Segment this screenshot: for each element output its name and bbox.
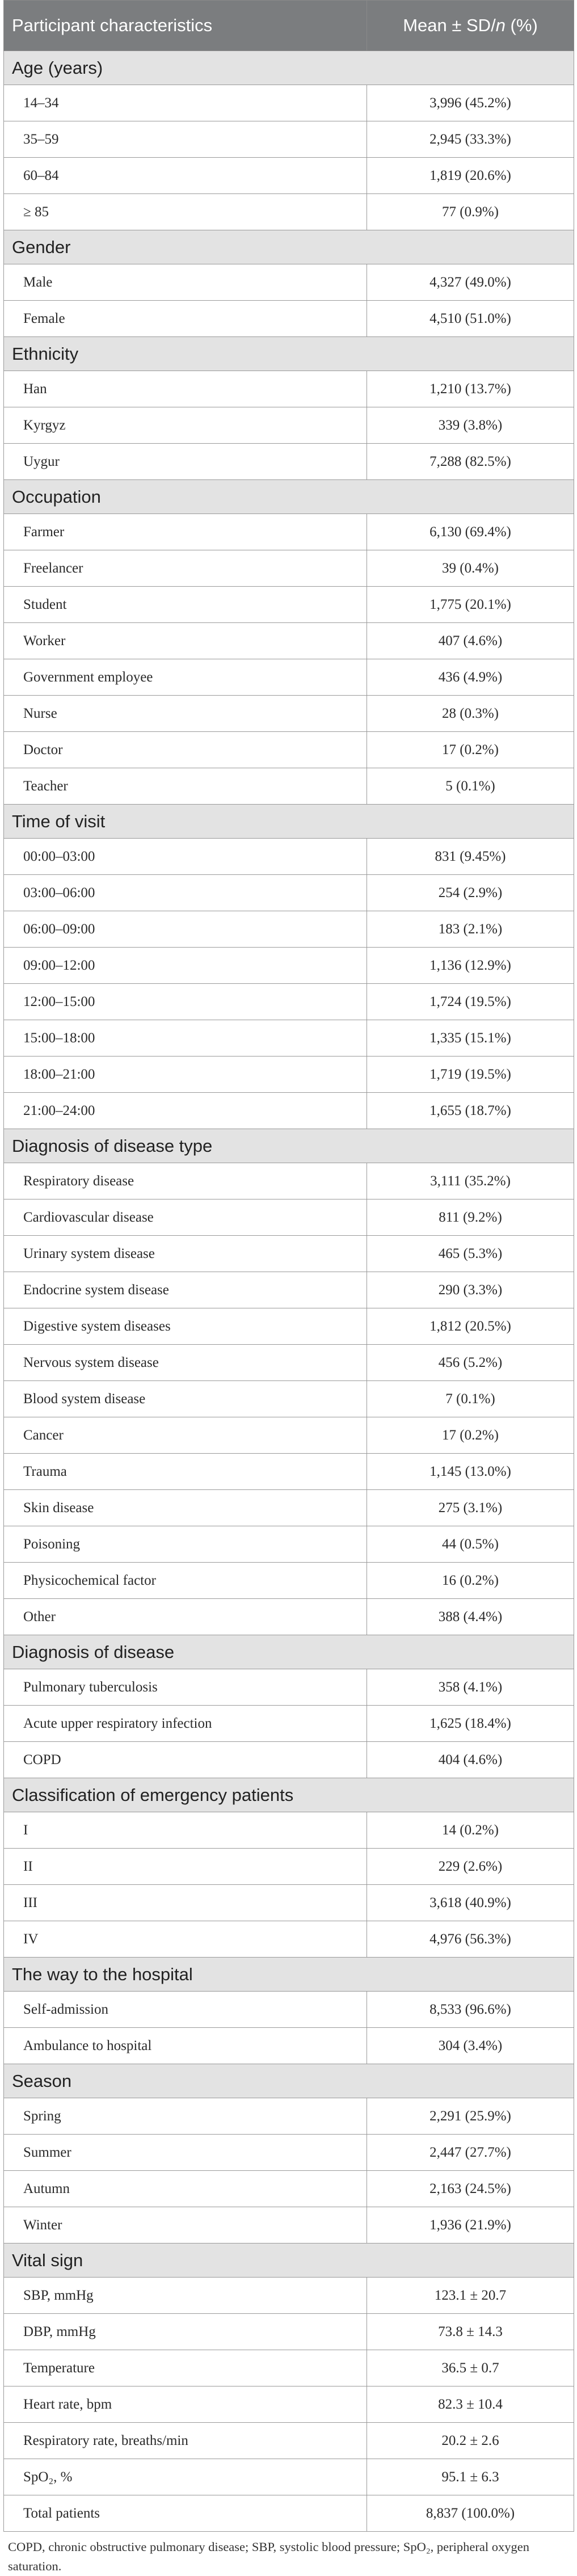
row-value: 811 (9.2%) <box>367 1199 574 1236</box>
row-value: 3,996 (45.2%) <box>367 85 574 121</box>
section-title: Season <box>4 2064 574 2098</box>
row-label: 03:00–06:00 <box>4 875 367 911</box>
row-label: 00:00–03:00 <box>4 839 367 875</box>
row-label: Uygur <box>4 444 367 480</box>
section-title: Classification of emergency patients <box>4 1778 574 1812</box>
table-row <box>4 2495 574 2532</box>
row-value: 1,145 (13.0%) <box>367 1454 574 1490</box>
row-label: Total patients <box>4 2495 367 2532</box>
row-value: 1,812 (20.5%) <box>367 1308 574 1345</box>
table-row <box>4 550 574 587</box>
table-row <box>4 1381 574 1417</box>
section-title: Time of visit <box>4 805 574 839</box>
table-row <box>4 1742 574 1778</box>
row-value: 275 (3.1%) <box>367 1490 574 1526</box>
header-row <box>4 1 574 51</box>
row-value: 8,533 (96.6%) <box>367 1992 574 2028</box>
row-label: I <box>4 1812 367 1849</box>
table-row <box>4 2171 574 2207</box>
row-label: Physicochemical factor <box>4 1563 367 1599</box>
table-row <box>4 1812 574 1849</box>
row-value: 95.1 ± 6.3 <box>367 2459 574 2495</box>
table-row <box>4 1526 574 1563</box>
row-value: 339 (3.8%) <box>367 407 574 444</box>
table-row <box>4 2028 574 2064</box>
row-value: 229 (2.6%) <box>367 1849 574 1885</box>
table-row <box>4 1417 574 1454</box>
row-value: 3,618 (40.9%) <box>367 1885 574 1921</box>
row-label: 15:00–18:00 <box>4 1020 367 1057</box>
row-value: 39 (0.4%) <box>367 550 574 587</box>
section-title: Age (years) <box>4 51 574 85</box>
table-body <box>4 51 574 2532</box>
table-row <box>4 1272 574 1308</box>
row-value: 436 (4.9%) <box>367 659 574 696</box>
table-row <box>4 301 574 337</box>
row-value: 77 (0.9%) <box>367 194 574 230</box>
row-value: 17 (0.2%) <box>367 732 574 768</box>
row-label: 18:00–21:00 <box>4 1057 367 1093</box>
row-label: DBP, mmHg <box>4 2314 367 2350</box>
row-value: 73.8 ± 14.3 <box>367 2314 574 2350</box>
row-value: 2,163 (24.5%) <box>367 2171 574 2207</box>
section-title: Occupation <box>4 480 574 514</box>
table-row <box>4 121 574 158</box>
header-mean-sd-prefix: Mean ± SD/ <box>403 15 496 35</box>
table-row <box>4 2386 574 2423</box>
row-label: Pulmonary tuberculosis <box>4 1669 367 1706</box>
row-value: 304 (3.4%) <box>367 2028 574 2064</box>
row-label: Urinary system disease <box>4 1236 367 1272</box>
row-label: 06:00–09:00 <box>4 911 367 948</box>
table-row <box>4 194 574 230</box>
table-row <box>4 1885 574 1921</box>
section-row <box>4 1129 574 1163</box>
table-row <box>4 371 574 407</box>
row-label: Self-admission <box>4 1992 367 2028</box>
table-row <box>4 659 574 696</box>
section-title: Diagnosis of disease <box>4 1635 574 1669</box>
header-percent: (%) <box>505 15 538 35</box>
row-label: Skin disease <box>4 1490 367 1526</box>
row-label: Han <box>4 371 367 407</box>
row-label: Cardiovascular disease <box>4 1199 367 1236</box>
table-row <box>4 2135 574 2171</box>
row-value: 4,327 (49.0%) <box>367 264 574 301</box>
row-label: Summer <box>4 2135 367 2171</box>
table-row <box>4 1669 574 1706</box>
row-label: 12:00–15:00 <box>4 984 367 1020</box>
table-row <box>4 264 574 301</box>
section-row <box>4 230 574 264</box>
section-row <box>4 480 574 514</box>
row-value: 5 (0.1%) <box>367 768 574 805</box>
row-label: Farmer <box>4 514 367 550</box>
row-value: 358 (4.1%) <box>367 1669 574 1706</box>
row-value: 123.1 ± 20.7 <box>367 2278 574 2314</box>
header-n: n <box>495 15 506 35</box>
row-label: Blood system disease <box>4 1381 367 1417</box>
table-row <box>4 1308 574 1345</box>
row-value: 1,719 (19.5%) <box>367 1057 574 1093</box>
row-label: Kyrgyz <box>4 407 367 444</box>
table-row <box>4 1563 574 1599</box>
row-value: 6,130 (69.4%) <box>367 514 574 550</box>
row-label: Student <box>4 587 367 623</box>
row-label: Respiratory rate, breaths/min <box>4 2423 367 2459</box>
row-label: 21:00–24:00 <box>4 1093 367 1129</box>
row-value: 1,335 (15.1%) <box>367 1020 574 1057</box>
row-label: IV <box>4 1921 367 1958</box>
row-label: Freelancer <box>4 550 367 587</box>
row-label: Digestive system diseases <box>4 1308 367 1345</box>
table-container <box>3 0 574 2576</box>
table-row <box>4 2314 574 2350</box>
row-label: III <box>4 1885 367 1921</box>
row-label: Nurse <box>4 696 367 732</box>
row-label: Endocrine system disease <box>4 1272 367 1308</box>
row-value: 831 (9.45%) <box>367 839 574 875</box>
table-row <box>4 1020 574 1057</box>
section-row <box>4 1778 574 1812</box>
table-row <box>4 2278 574 2314</box>
table-row <box>4 1921 574 1958</box>
row-value: 456 (5.2%) <box>367 1345 574 1381</box>
row-value: 254 (2.9%) <box>367 875 574 911</box>
row-label: Spring <box>4 2098 367 2135</box>
section-title: Diagnosis of disease type <box>4 1129 574 1163</box>
table-row <box>4 1163 574 1199</box>
row-label: Respiratory disease <box>4 1163 367 1199</box>
row-label: Male <box>4 264 367 301</box>
table-row <box>4 2098 574 2135</box>
table-row <box>4 587 574 623</box>
row-value: 20.2 ± 2.6 <box>367 2423 574 2459</box>
row-value: 4,976 (56.3%) <box>367 1921 574 1958</box>
table-row <box>4 1345 574 1381</box>
row-label: Heart rate, bpm <box>4 2386 367 2423</box>
row-label: Worker <box>4 623 367 659</box>
row-label: 14–34 <box>4 85 367 121</box>
section-row <box>4 2064 574 2098</box>
row-label: 60–84 <box>4 158 367 194</box>
table-row <box>4 444 574 480</box>
table-row <box>4 2459 574 2495</box>
row-label: ≥ 85 <box>4 194 367 230</box>
header-characteristics: Participant characteristics <box>4 1 367 51</box>
table-row <box>4 1599 574 1635</box>
row-label: Government employee <box>4 659 367 696</box>
row-label: COPD <box>4 1742 367 1778</box>
section-title: Ethnicity <box>4 337 574 371</box>
section-row <box>4 1635 574 1669</box>
row-value: 28 (0.3%) <box>367 696 574 732</box>
row-label: SpO₂, % <box>4 2459 367 2495</box>
row-value: 388 (4.4%) <box>367 1599 574 1635</box>
section-row <box>4 805 574 839</box>
section-row <box>4 1958 574 1992</box>
table-row <box>4 1093 574 1129</box>
table-row <box>4 696 574 732</box>
row-value: 36.5 ± 0.7 <box>367 2350 574 2386</box>
section-title: Gender <box>4 230 574 264</box>
row-value: 2,945 (33.3%) <box>367 121 574 158</box>
row-label: Autumn <box>4 2171 367 2207</box>
row-label: 35–59 <box>4 121 367 158</box>
table-row <box>4 1706 574 1742</box>
row-label: Ambulance to hospital <box>4 2028 367 2064</box>
row-value: 1,136 (12.9%) <box>367 948 574 984</box>
row-value: 2,447 (27.7%) <box>367 2135 574 2171</box>
row-label: Nervous system disease <box>4 1345 367 1381</box>
row-value: 3,111 (35.2%) <box>367 1163 574 1199</box>
row-label: Other <box>4 1599 367 1635</box>
table-row <box>4 768 574 805</box>
row-value: 290 (3.3%) <box>367 1272 574 1308</box>
row-value: 17 (0.2%) <box>367 1417 574 1454</box>
row-label: Acute upper respiratory infection <box>4 1706 367 1742</box>
table-row <box>4 623 574 659</box>
row-value: 183 (2.1%) <box>367 911 574 948</box>
participant-characteristics-table <box>3 0 574 2532</box>
row-value: 404 (4.6%) <box>367 1742 574 1778</box>
row-value: 407 (4.6%) <box>367 623 574 659</box>
row-value: 1,819 (20.6%) <box>367 158 574 194</box>
row-value: 7,288 (82.5%) <box>367 444 574 480</box>
row-value: 82.3 ± 10.4 <box>367 2386 574 2423</box>
table-row <box>4 1057 574 1093</box>
row-value: 7 (0.1%) <box>367 1381 574 1417</box>
table-row <box>4 407 574 444</box>
table-row <box>4 1199 574 1236</box>
row-value: 14 (0.2%) <box>367 1812 574 1849</box>
table-row <box>4 732 574 768</box>
row-value: 1,724 (19.5%) <box>367 984 574 1020</box>
table-row <box>4 839 574 875</box>
row-value: 1,210 (13.7%) <box>367 371 574 407</box>
table-row <box>4 984 574 1020</box>
row-value: 8,837 (100.0%) <box>367 2495 574 2532</box>
table-row <box>4 514 574 550</box>
table-row <box>4 158 574 194</box>
row-label: SBP, mmHg <box>4 2278 367 2314</box>
table-row <box>4 2207 574 2244</box>
table-row <box>4 911 574 948</box>
table-footnote: COPD, chronic obstructive pulmonary disease; SBP, systolic blood pressure; SpO₂, peripheral oxygen saturation. <box>8 2540 529 2573</box>
row-value: 1,625 (18.4%) <box>367 1706 574 1742</box>
table-row <box>4 1454 574 1490</box>
row-value: 465 (5.3%) <box>367 1236 574 1272</box>
row-value: 44 (0.5%) <box>367 1526 574 1563</box>
row-label: Trauma <box>4 1454 367 1490</box>
row-label: II <box>4 1849 367 1885</box>
row-label: Female <box>4 301 367 337</box>
row-label: Temperature <box>4 2350 367 2386</box>
row-label: Poisoning <box>4 1526 367 1563</box>
table-row <box>4 85 574 121</box>
table-row <box>4 1849 574 1885</box>
row-label: Cancer <box>4 1417 367 1454</box>
table-row <box>4 1236 574 1272</box>
table-row <box>4 875 574 911</box>
row-label: 09:00–12:00 <box>4 948 367 984</box>
row-label: Teacher <box>4 768 367 805</box>
section-row <box>4 2244 574 2278</box>
table-row <box>4 948 574 984</box>
row-value: 4,510 (51.0%) <box>367 301 574 337</box>
row-value: 16 (0.2%) <box>367 1563 574 1599</box>
section-row <box>4 337 574 371</box>
row-value: 1,936 (21.9%) <box>367 2207 574 2244</box>
header-mean-sd <box>367 1 574 51</box>
table-row <box>4 1490 574 1526</box>
section-title: The way to the hospital <box>4 1958 574 1992</box>
row-value: 2,291 (25.9%) <box>367 2098 574 2135</box>
table-row <box>4 2350 574 2386</box>
row-label: Doctor <box>4 732 367 768</box>
row-label: Winter <box>4 2207 367 2244</box>
table-row <box>4 2423 574 2459</box>
row-value: 1,775 (20.1%) <box>367 587 574 623</box>
section-row <box>4 51 574 85</box>
table-row <box>4 1992 574 2028</box>
row-value: 1,655 (18.7%) <box>367 1093 574 1129</box>
section-title: Vital sign <box>4 2244 574 2278</box>
